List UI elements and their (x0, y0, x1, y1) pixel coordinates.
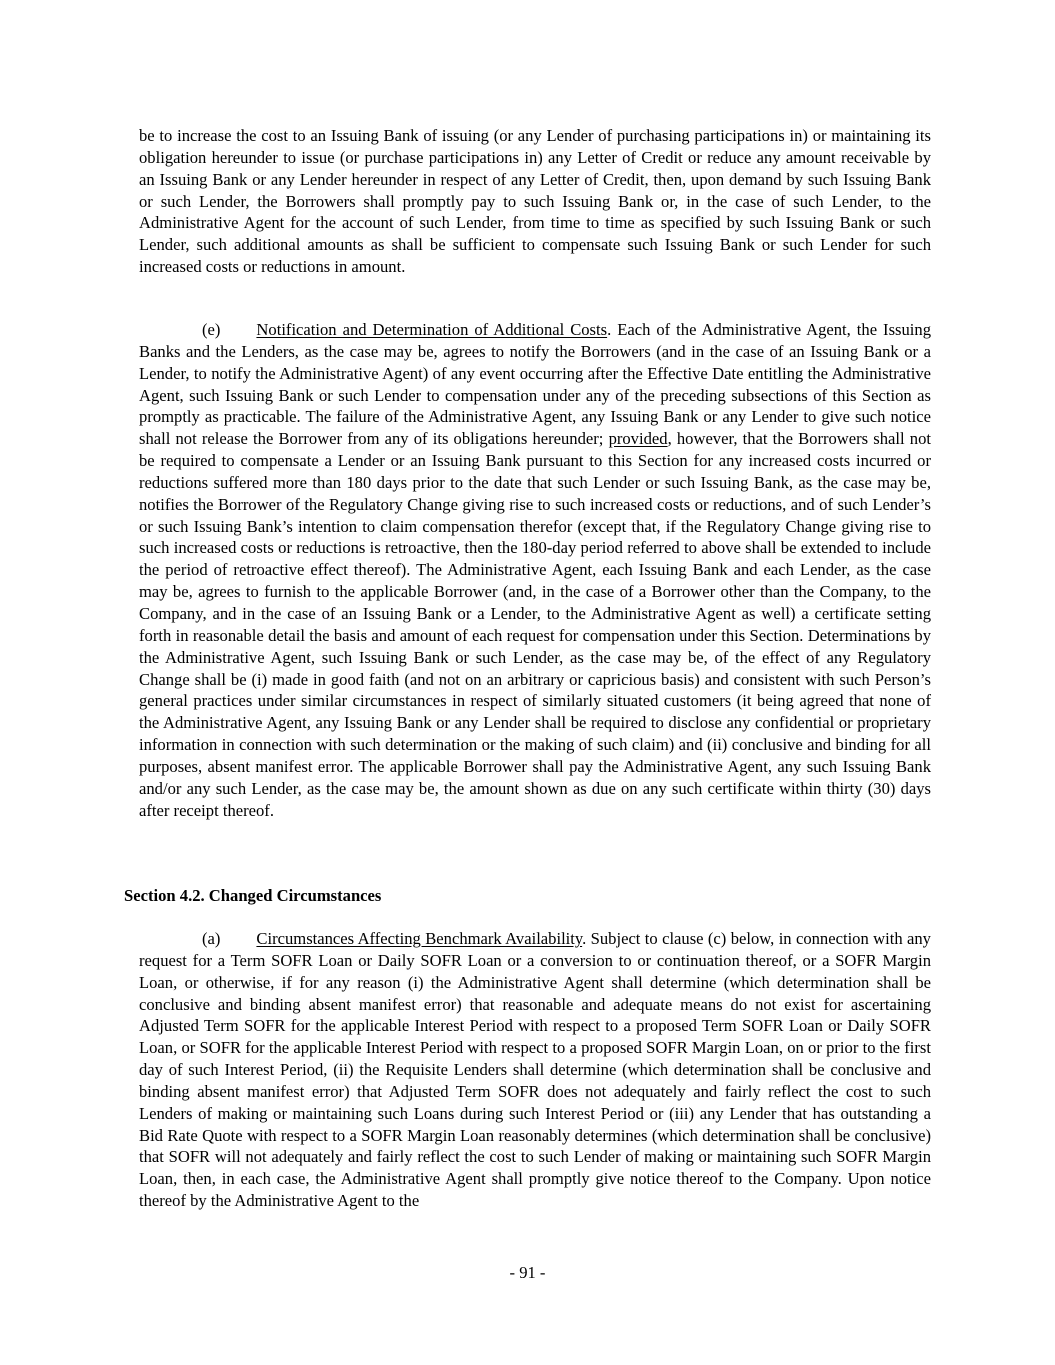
subsection-a-text: . Subject to clause (c) below, in connection with any request for a Term SOFR Loan or Daily SOFR Loan or a conversion to or continuation thereof, or a SOFR Margin Loan, or otherwise, if for any reason (i) the Administrative Agent shall determine (which determination shall be conclusive and binding absent manifest error) that reasonable and adequate means do not exist for ascertaining Adjusted Term SOFR for the applicable Interest Period with respect to a proposed Term SOFR Loan or Daily SOFR Loan, or SOFR for the applicable Interest Period with respect to a proposed SOFR Margin Loan, on or prior to the first day of such Interest Period, (ii) the Requisite Lenders shall determine (which determination shall be conclusive and binding absent manifest error) that Adjusted Term SOFR does not adequately and fairly reflect the cost to such Lenders of making or maintaining such Loans during such Interest Period or (iii) any Lender that has outstanding a Bid Rate Quote with respect to a SOFR Margin Loan reasonably determines (which determination shall be conclusive) that SOFR will not adequately and fairly reflect the cost to such Lender of making or maintaining such SOFR Margin Loan, then, in each case, the Administrative Agent shall promptly give notice thereof to the Company. Upon notice thereof by the Administrative Agent to the (139, 929, 931, 1211)
subsection-e-text-2: , however, that the Borrowers shall not be required to compensate a Lender or an Issuing Bank pursuant to this Section for any increased costs incurred or reductions suffered more than 180 days prior to the date that such Lender or such Issuing Bank, as the case may be, notifies the Borrower of the Regulatory Change giving rise to such increased costs or reductions, and of such Lender’s or such Issuing Bank’s intention to claim compensation therefor (except that, if the Regulatory Change giving rise to such increased costs or reductions is retroactive, then the 180-day period referred to above shall be extended to include the period of retroactive effect thereof). The Administrative Agent, each Issuing Bank and each Lender, as the case may be, agrees to furnish to the applicable Borrower (and, in the case of a Borrower other than the Company, to the Company, and in the case of an Issuing Bank or a Lender, to the Administrative Agent as well) a certificate setting forth in reasonable detail the basis and amount of each request for compensation under this Section. Determinations by the Administrative Agent, such Issuing Bank or such Lender, as the case may be, of the effect of any Regulatory Change shall be (i) made in good faith (and not on an arbitrary or capricious basis) and consistent with such Person’s general practices under similar circumstances in respect of similarly situated customers (it being agreed that none of the Administrative Agent, any Issuing Bank or any Lender shall be required to disclose any confidential or proprietary information in connection with such determination or the making of such claim) and (ii) conclusive and binding for all purposes, absent manifest error. The applicable Borrower shall pay the Administrative Agent, any such Issuing Bank and/or any such Lender, as the case may be, the amount shown as due on any such certificate within thirty (30) days after receipt thereof. (139, 429, 931, 820)
continued-paragraph (139, 125, 931, 278)
provided-term: provided (608, 429, 668, 449)
subsection-e-paragraph (139, 319, 931, 821)
subsection-a-label: (a) (202, 929, 221, 948)
subsection-e-text-1: . Each of the Administrative Agent, the Issuing Banks and the Lenders, as the case may be, agrees to notify the Borrowers (and in the case of an Issuing Bank or a Lender, to notify the Administrative Agent) of any event occurring after the Effective Date entitling the Administrative Agent, such Issuing Bank or such Lender to compensation under any of the preceding subsections of this Section as promptly as practicable. The failure of the Administrative Agent, any Issuing Bank or any Lender to give such notice shall not release the Borrower from any of its obligations hereunder; (139, 320, 931, 449)
subsection-e-label: (e) (202, 320, 221, 339)
subsection-a-heading: Circumstances Affecting Benchmark Availability (256, 929, 583, 948)
section-heading: Section 4.2. Changed Circumstances (124, 886, 382, 905)
page-number: - 91 - (509, 1263, 546, 1282)
subsection-a-paragraph (139, 928, 931, 1212)
subsection-e-heading: Notification and Determination of Additional Costs (256, 320, 608, 339)
continued-paragraph-text: be to increase the cost to an Issuing Bank of issuing (or any Lender of purchasing participations in) or maintaining its obligation hereunder to issue (or purchase participations in) any Letter of Credit or reduce any amount receivable by an Issuing Bank or any Lender hereunder in respect of any Letter of Credit, then, upon demand by such Issuing Bank or such Lender, the Borrowers shall promptly pay to such Issuing Bank or, in the case of such Lender, to the Administrative Agent for the account of such Lender, from time to time as specified by such Issuing Bank or such Lender, such additional amounts as shall be sufficient to compensate such Issuing Bank or such Lender for such increased costs or reductions in amount. (139, 126, 931, 277)
